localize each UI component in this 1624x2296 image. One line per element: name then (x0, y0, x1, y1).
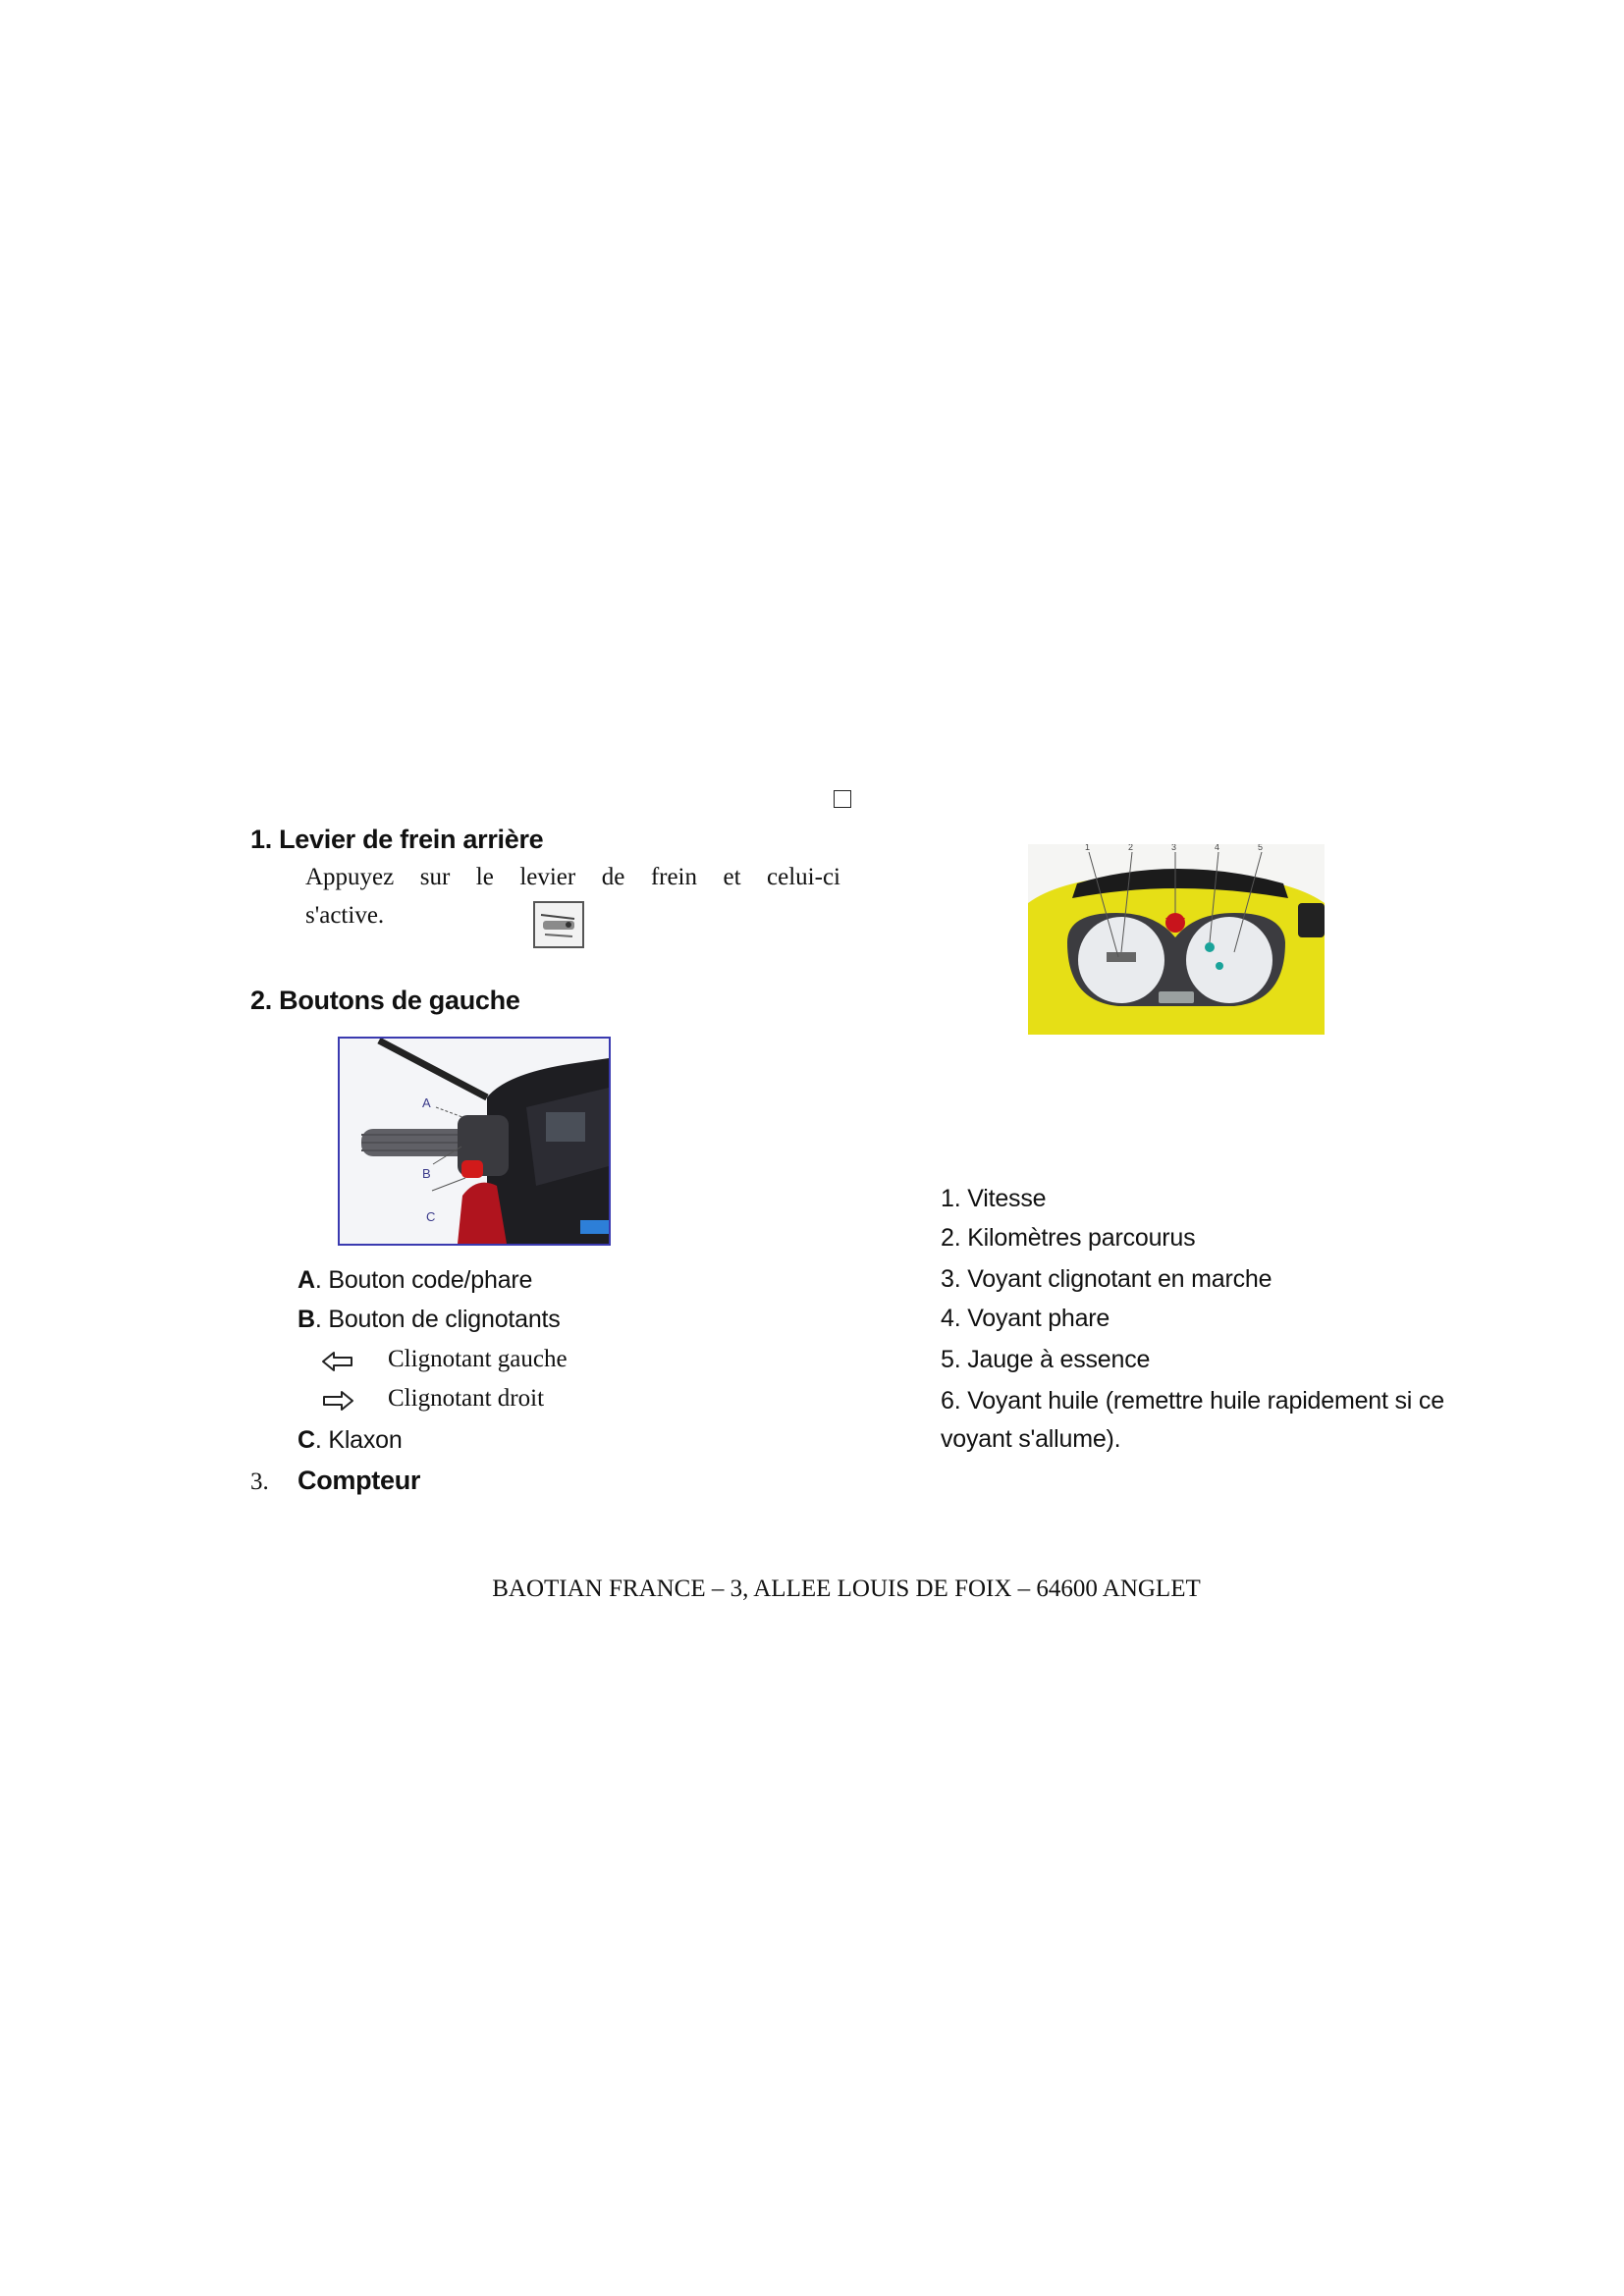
gauge-list-item-2: 2. Kilomètres parcourus (941, 1224, 1196, 1252)
section-heading-meter: Compteur (298, 1466, 421, 1495)
gauge-callout-3: 3 (1171, 844, 1177, 852)
handlebar-switches-photo (338, 1037, 611, 1246)
item-letter-c: C (298, 1426, 315, 1454)
left-signal-label: Clignotant gauche (388, 1346, 568, 1372)
right-arrow-icon (321, 1389, 354, 1417)
section-heading-brake: 1. Levier de frein arrière (250, 825, 544, 854)
checkbox-icon (834, 790, 851, 808)
brake-description-line2: s'active. (305, 902, 385, 929)
gauge-list-item-4: 4. Voyant phare (941, 1305, 1110, 1332)
gauge-callout-2: 2 (1128, 844, 1134, 852)
section-heading-left-buttons: 2. Boutons de gauche (250, 986, 520, 1015)
item-text-c: . Klaxon (314, 1426, 403, 1454)
gauge-callout-1: 1 (1085, 844, 1091, 852)
right-signal-label: Clignotant droit (388, 1385, 545, 1412)
gauge-list-item-6-cont: voyant s'allume). (941, 1425, 1121, 1453)
list-item-c (298, 1426, 403, 1455)
section3-number: 3. (250, 1468, 269, 1495)
gauge-list-item-5: 5. Jauge à essence (941, 1346, 1151, 1373)
left-arrow-icon (321, 1350, 354, 1378)
item-letter-b: B (298, 1306, 315, 1333)
item-text-a: . Bouton code/phare (314, 1266, 533, 1294)
gauge-callout-4: 4 (1215, 844, 1220, 852)
page-footer: BAOTIAN FRANCE – 3, ALLEE LOUIS DE FOIX – 64600 ANGLET (492, 1575, 1201, 1602)
gauge-list-item-6: 6. Voyant huile (remettre huile rapidement si ce (941, 1387, 1444, 1415)
item-letter-a: A (298, 1266, 315, 1294)
brake-lever-icon (533, 901, 584, 948)
list-item-a (298, 1266, 532, 1295)
photo-label-c: C (426, 1209, 436, 1224)
item-text-b: . Bouton de clignotants (314, 1306, 561, 1333)
photo-label-a: A (422, 1095, 431, 1110)
photo-label-b: B (422, 1166, 431, 1181)
instrument-cluster-photo (1028, 844, 1325, 1035)
brake-description-line1: Appuyez sur le levier de frein et celui-ci (305, 864, 840, 890)
gauge-list-item-1: 1. Vitesse (941, 1185, 1047, 1212)
gauge-callout-5: 5 (1258, 844, 1264, 852)
list-item-b (298, 1306, 561, 1334)
gauge-list-item-3: 3. Voyant clignotant en marche (941, 1265, 1272, 1293)
